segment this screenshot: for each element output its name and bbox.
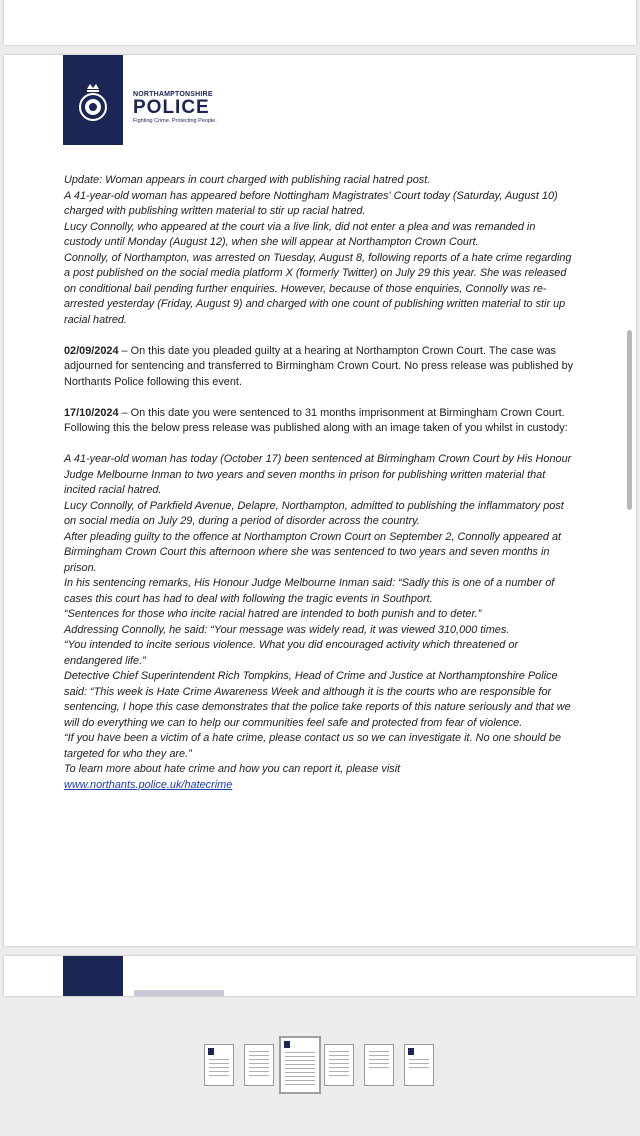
next-page (4, 956, 636, 996)
logo-tagline: Fighting Crime. Protecting People. (133, 118, 217, 124)
entry-text: – On this date you were sentenced to 31 months imprisonment at Birmingham Crown Court. Following this the below press release was published along with an image taken of you whilst in custody: (64, 406, 568, 434)
page-thumbnail-2[interactable] (244, 1044, 274, 1086)
page-thumbnail-1[interactable] (204, 1044, 234, 1086)
hatecrime-link[interactable]: www.northants.police.uk/hatecrime (64, 778, 233, 791)
quote-block-press-release (64, 452, 574, 793)
page-thumbnail-strip (0, 1036, 640, 1096)
paragraph: “Sentences for those who incite racial hatred are intended to both punish and to deter.” (64, 608, 482, 620)
page-thumbnail-5[interactable] (364, 1044, 394, 1086)
logo-name: POLICE (133, 97, 210, 118)
entry-sentence (64, 406, 574, 437)
page-thumbnail-4[interactable] (324, 1044, 354, 1086)
paragraph: A 41-year-old woman has appeared before Nottingham Magistrates' Court today (Saturday, August 10) charged with publishing written material to stir up racial hatred. (64, 189, 558, 217)
paragraph: To learn more about hate crime and how you can report it, please visit (64, 763, 401, 775)
paragraph: Update: Woman appears in court charged with publishing racial hatred post. (64, 174, 431, 186)
entry-text: – On this date you pleaded guilty at a hearing at Northampton Crown Court. The case was adjourned for sentencing and transferred to Birmingham Crown Court. No press release was published by Northants Police following this event. (64, 344, 574, 388)
entry-plea (64, 344, 574, 391)
police-crest-icon (63, 55, 123, 145)
logo-county: NORTHAMPTONSHIRE (133, 91, 213, 98)
paragraph: In his sentencing remarks, His Honour Judge Melbourne Inman said: “Sadly this is one of a number of cases this court has had to deal with following the tragic events in Southport. (64, 577, 555, 605)
paragraph: Detective Chief Superintendent Rich Tompkins, Head of Crime and Justice at Northamptonshire Police said: “This week is Hate Crime Awareness Week and although it is the courts who are responsible for sentencing, I hope this case demonstrates that the police take reports of this nature seriously and that we will do everything we can to help our communities feel safe and protected from fear of violence. (64, 670, 571, 729)
page-thumbnail-6[interactable] (404, 1044, 434, 1086)
logo-wordmark-partial (134, 990, 224, 996)
scrollbar[interactable] (627, 330, 632, 510)
paragraph: A 41-year-old woman has today (October 17) been sentenced at Birmingham Crown Court by His Honour Judge Melbourne Inman to two years and seven months in prison for publishing written material that incited racial hatred. (64, 453, 572, 496)
entry-date: 17/10/2024 (64, 406, 119, 419)
paragraph: After pleading guilty to the offence at Northampton Crown Court on September 2, Connolly appeared at Birmingham Crown Court this afternoon where she was sentenced to two years and seven months in prison. (64, 530, 562, 574)
paragraph: Lucy Connolly, of Parkfield Avenue, Delapre, Northampton, admitted to publishing the inflammatory post on social media on July 29, during a period of disorder across the country. (64, 499, 564, 527)
paragraph: Addressing Connolly, he said: “Your message was widely read, it was viewed 310,000 times. (64, 623, 510, 636)
quote-block-arrest (64, 173, 574, 328)
logo-wordmark (133, 91, 217, 124)
paragraph: “You intended to incite serious violence. What you did encouraged activity which threatened or endangered life.” (64, 639, 519, 667)
page-thumbnail-3-selected[interactable] (279, 1036, 321, 1094)
paragraph: “If you have been a victim of a hate crime, please contact us so we can investigate it. No one should be targeted for who they are.” (64, 732, 562, 760)
entry-date: 02/09/2024 (64, 344, 119, 357)
previous-page (4, 0, 636, 45)
paragraph: Connolly, of Northampton, was arrested on Tuesday, August 8, following reports of a hate crime regarding a post published on the social media platform X (formerly Twitter) on July 29 this year. She was released on conditional bail pending further enquiries. However, because of those enquiries, Connolly was re-arrested yesterday (Friday, August 9) and charged with one count of publishing written material to stir up racial hatred. (64, 251, 572, 326)
document-body (64, 173, 574, 793)
paragraph: Lucy Connolly, who appeared at the court via a live link, did not enter a plea and was remanded in custody until Monday (August 12), when she will appear at Northampton Crown Court. (64, 220, 536, 248)
police-crest-icon (63, 956, 123, 996)
document-page (4, 55, 636, 946)
